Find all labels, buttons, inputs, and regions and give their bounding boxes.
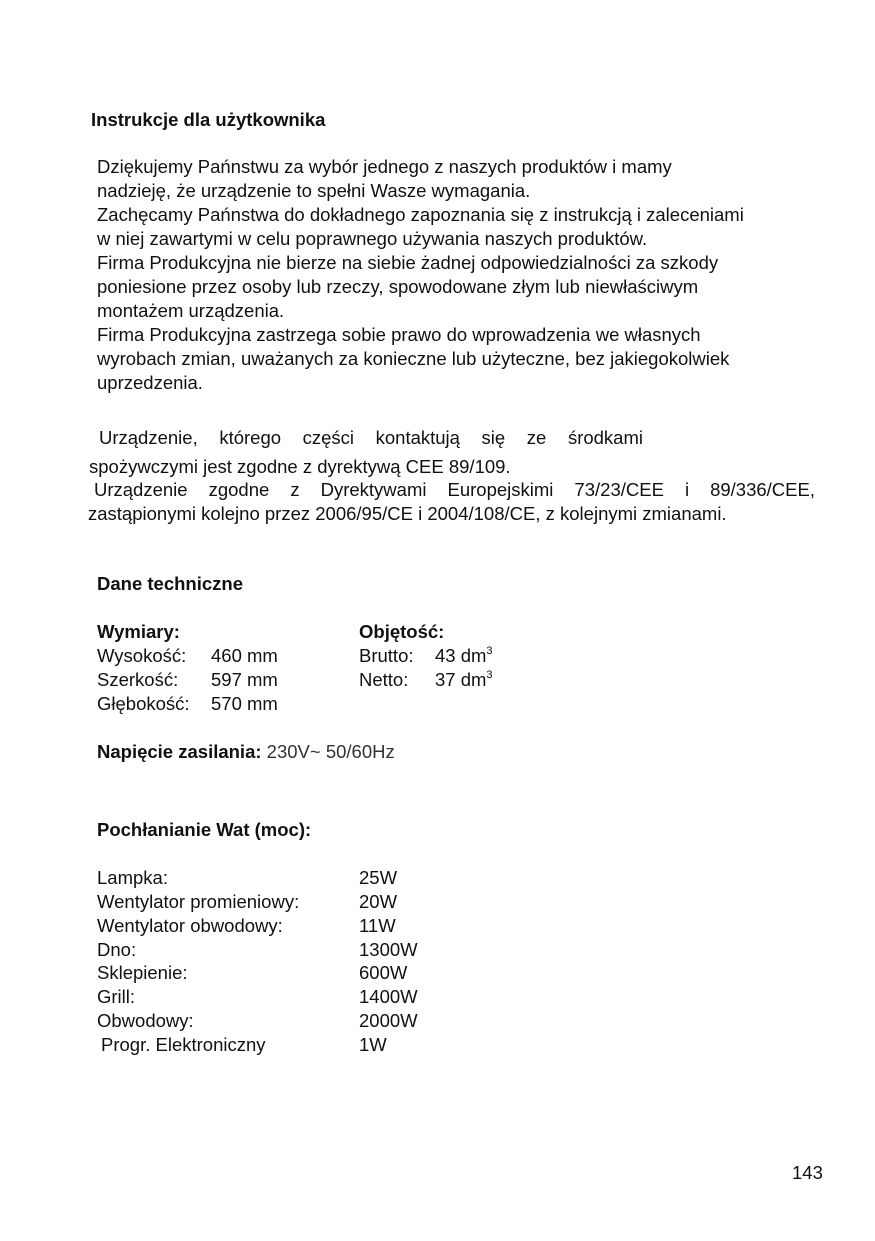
intro-line: poniesione przez osoby lub rzeczy, spowodowane złym lub niewłaściwym [97,276,699,297]
volume-name: Netto: [359,669,409,690]
dimension-name: Wysokość: [97,645,187,666]
intro-line: montażem urządzenia. [97,300,285,321]
intro-line: nadzieję, że urządzenie to spełni Wasze wymagania. [97,180,531,201]
power-value: 600W [359,962,408,983]
power-name: Wentylator promieniowy: [97,891,300,912]
volume-exponent: 3 [486,668,493,681]
power-value: 25W [359,867,398,888]
intro-line: w niej zawartymi w celu poprawnego używania naszych produktów. [97,228,648,249]
voltage-value: 230V~ 50/60Hz [266,741,395,762]
power-value: 11W [359,915,396,936]
intro-line: Firma Produkcyjna nie bierze na siebie żadnej odpowiedzialności za szkody [97,252,719,273]
intro-line: Dziękujemy Pańnstwu za wybór jednego z naszych produktów i mamy [97,156,672,177]
volume-name: Brutto: [359,645,414,666]
volume-label: Objętość: [359,621,445,642]
power-value: 1300W [359,939,418,960]
tech-heading: Dane techniczne [97,573,243,594]
voltage-label: Napięcie zasilania: [97,741,262,762]
power-name: Dno: [97,939,137,960]
power-value: 1400W [359,986,418,1007]
intro-line: Zachęcamy Pańnstwa do dokładnego zapoznania się z instrukcją i zaleceniami [97,204,744,225]
compliance-line: spożywczymi jest zgodne z dyrektywą CEE 89/109. [89,456,511,477]
volume-number: 37 dm [435,669,487,690]
volume-value [435,668,493,692]
intro-line: uprzedzenia. [97,372,203,393]
power-value: 2000W [359,1010,418,1031]
dimension-value: 597 mm [211,669,278,690]
power-name: Obwodowy: [97,1010,194,1031]
power-name: Sklepienie: [97,962,188,983]
power-value: 20W [359,891,398,912]
dimension-name: Szerkość: [97,669,179,690]
power-name: Grill: [97,986,136,1007]
compliance-line: Urządzenie zgodne z Dyrektywami Europejskimi 73/23/CEE i 89/336/CEE, [94,479,815,500]
compliance-line: Urządzenie, którego części kontaktują się ze środkami [99,427,643,448]
page-number: 143 [792,1162,823,1183]
power-heading: Pochłanianie Wat (moc): [97,819,312,840]
dimensions-label: Wymiary: [97,621,180,642]
dimension-value: 460 mm [211,645,278,666]
power-name: Wentylator obwodowy: [97,915,283,936]
volume-exponent: 3 [486,644,493,657]
intro-line: wyrobach zmian, uważanych za konieczne lub użyteczne, bez jakiegokolwiek [97,348,730,369]
volume-number: 43 dm [435,645,487,666]
intro-line: Firma Produkcyjna zastrzega sobie prawo do wprowadzenia we własnych [97,324,701,345]
dimension-name: Głębokość: [97,693,190,714]
power-name: Lampka: [97,867,168,888]
voltage-row [97,740,395,764]
compliance-line: zastąpionymi kolejno przez 2006/95/CE i 2004/108/CE, z kolejnymi zmianami. [88,503,727,524]
power-name: Progr. Elektroniczny [101,1034,266,1055]
volume-value [435,644,493,668]
page-title: Instrukcje dla użytkownika [91,109,326,130]
power-value: 1W [359,1034,387,1055]
dimension-value: 570 mm [211,693,278,714]
